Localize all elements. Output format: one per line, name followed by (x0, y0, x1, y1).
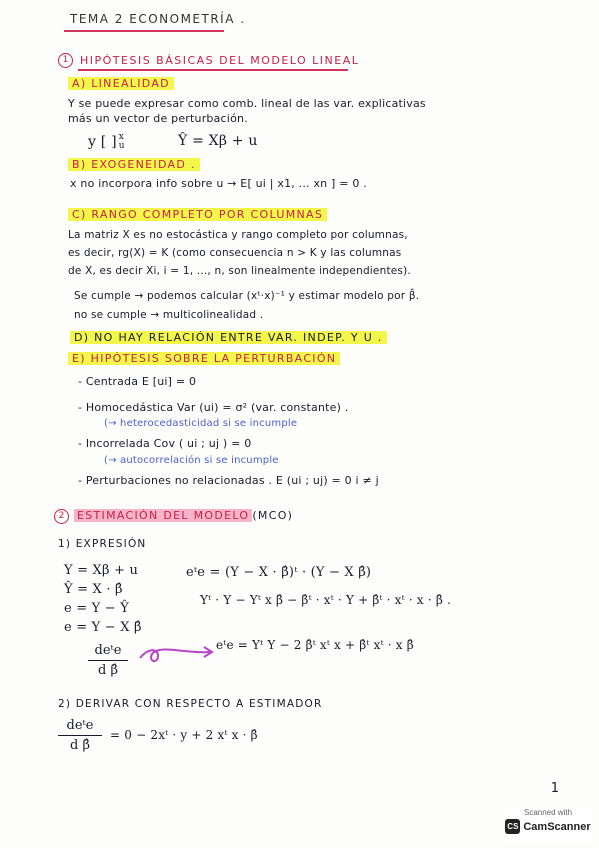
hyp-e-label: E) HIPÓTESIS SOBRE LA PERTURBACIÓN (68, 351, 340, 365)
section-2-number: 2 (54, 509, 69, 524)
hyp-b-line1: x no incorpora info sobre u → E[ ui | x1, ... xn ] = 0 . (70, 177, 367, 190)
hyp-a-label: A) LINEALIDAD (68, 76, 174, 90)
eq-left-2: Ŷ = X · β̂ (64, 582, 123, 597)
hyp-e-item-3: - Incorrelada Cov ( ui ; uj ) = 0 (78, 437, 252, 450)
hyp-c-label: C) RANGO COMPLETO POR COLUMNAS (68, 207, 327, 221)
hyp-c-line4: Se cumple → podemos calcular (xᵗ·x)⁻¹ y estimar modelo por β̂. (74, 290, 420, 302)
camscanner-watermark (505, 808, 591, 842)
hyp-c-line2: es decir, rg(X) = K (como consecuencia n > K y las columnas (68, 247, 402, 259)
hyp-e-item-4: - Perturbaciones no relacionadas . E (ui ; uj) = 0 i ≠ j (78, 474, 379, 487)
eq-left-1: Y = Xβ + u (64, 563, 139, 578)
hyp-a-formula-right: Ŷ = Xβ + u (178, 133, 258, 149)
hyp-a-line2: más un vector de perturbación. (68, 112, 248, 125)
pink-arrow-icon (136, 640, 216, 670)
ete-expression-1: eᵗe = (Y − X · β̂)ᵗ · (Y − X β̂) (186, 565, 372, 580)
section-2-heading: ESTIMACIÓN DEL MODELO (MCO) (74, 509, 293, 522)
step-2-label: 2) DERIVAR CON RESPECTO A ESTIMADOR (58, 698, 323, 710)
hyp-e-item-1: - Centrada E [ui] = 0 (78, 375, 197, 388)
hyp-a-formula-left: y [ ] x u (88, 132, 125, 151)
hyp-c-line5: no se cumple → multicolinealidad . (74, 309, 264, 321)
hyp-e-item-2: - Homocedástica Var (ui) = σ² (var. constante) . (78, 401, 349, 414)
derivative-fraction-1: deᵗe d β̂ (88, 643, 128, 678)
hyp-b-label: B) EXOGENEIDAD . (68, 157, 200, 171)
title-underline (64, 30, 224, 32)
hyp-a-line1: Y se puede expresar como comb. lineal de las var. explicativas (68, 97, 426, 110)
page-title: TEMA 2 ECONOMETRÍA . (70, 12, 246, 26)
ete-expression-3: eᵗe = Yᵗ Y − 2 β̂ᵗ xᵗ x + β̂ᵗ xᵗ · x β̂ (216, 638, 414, 652)
watermark-brand: CamScanner (523, 820, 591, 833)
hyp-c-line3: de X, es decir Xi, i = 1, ..., n, son linealmente independientes). (68, 265, 411, 277)
hyp-e-note-1: (→ heterocedasticidad si se incumple (104, 418, 298, 429)
hyp-c-line1: La matriz X es no estocástica y rango completo por columnas, (68, 229, 408, 241)
section-1-underline (78, 69, 348, 71)
derivative-result: = 0 − 2xᵗ · y + 2 xᵗ x · β̂ (110, 728, 258, 742)
section-1-number: 1 (58, 53, 73, 68)
hyp-d-label: D) NO HAY RELACIÓN ENTRE VAR. INDEP. Y U . (70, 330, 387, 344)
page-number: 1 (550, 781, 559, 796)
watermark-caption: Scanned with (523, 808, 573, 817)
hyp-e-note-2: (→ autocorrelación si se incumple (104, 455, 279, 466)
step-1-label: 1) EXPRESIÓN (58, 538, 147, 550)
ete-expression-2: Yᵗ · Y − Yᵗ x β̂ − β̂ᵗ · xᵗ · Y + β̂ᵗ · xᵗ · x · β̂ . (200, 593, 452, 607)
section-1-heading: HIPÓTESIS BÁSICAS DEL MODELO LINEAL (80, 54, 360, 67)
eq-left-4: e = Y − X β̂ (64, 620, 142, 635)
eq-left-3: e = Y − Ŷ (64, 601, 129, 616)
camscanner-logo-icon: CS (505, 819, 520, 834)
derivative-fraction-2: deᵗe d β̂ (58, 718, 102, 753)
